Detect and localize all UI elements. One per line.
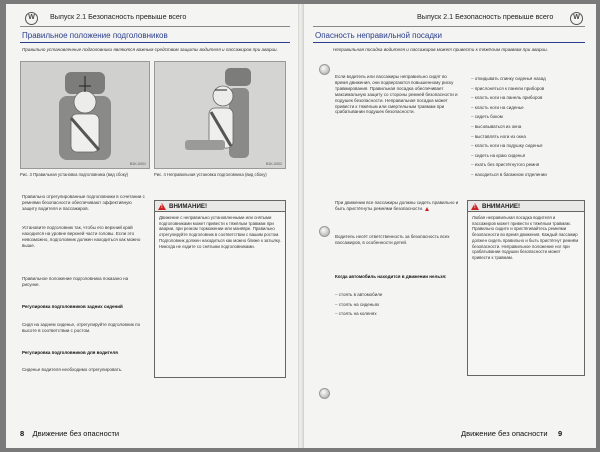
sub2-title: Регулировка подголовников для водителя bbox=[22, 350, 118, 355]
right-footer-text: Движение без опасности bbox=[461, 429, 548, 438]
figure-headrest-correct bbox=[20, 61, 150, 169]
right-body-para2: При движении все пассажиры должны сидеть правильно и быть пристёгнуты ремнями безопасности. bbox=[335, 200, 459, 211]
left-warning-box bbox=[154, 200, 286, 378]
list-item: – находиться в багажном отделении bbox=[471, 170, 547, 180]
binder-hole bbox=[319, 64, 330, 75]
right-warning-text: Любая неправильная посадка водителя и пассажиров может привести к тяжёлым травмам. Правильно сидите и пристёгивайтесь ремнями безопасности во время движения. Каждый пассажир должен сидеть правильно и быть пристёгнут ремнём безопасности. Неправильное положение ног при срабатывании подушки безопасности может привести к травмам. bbox=[472, 215, 579, 260]
left-body-para2: Установите подголовник так, чтобы его верхний край находился на уровне верхней части головы. Если это невозможно, подголовник должен находиться как можно выше. bbox=[22, 225, 141, 248]
binder-hole bbox=[319, 226, 330, 237]
list-item: – класть ноги на сиденье bbox=[471, 103, 547, 113]
right-page-number: 9 bbox=[558, 429, 563, 438]
left-warning-text: Движение с неправильно установленными или снятыми подголовниками может привести к тяжёлым травмам при аварии, при резком торможении или манёвре. Правильно отрегулируйте подголовник в соответствии с вашим ростом. Подголовник должен находиться как можно ближе к затылку. Никогда не ездите со снятыми подголовниками. bbox=[159, 215, 281, 249]
list-item: – стоять на сиденьях bbox=[335, 300, 382, 310]
sub2-block bbox=[22, 350, 146, 356]
right-body-para1: Если водитель или пассажиры неправильно сидят во время движения, они подвергаются повышенному риску травмирования. Правильная посадка обеспечивает максимальную защиту со стороны ремней безопасности и подушек безопасности. Неправильная посадка может привести к тяжёлым или смертельным травмам при срабатывании подушек безопасности. bbox=[335, 74, 458, 115]
figure1-code: B1K-0001 bbox=[130, 162, 146, 166]
header-rule bbox=[313, 26, 585, 27]
right-intro: Неправильная посадка водителя и пассажиров может привести к тяжёлым травмам при аварии. bbox=[333, 47, 548, 52]
right-sub-title: Когда автомобиль находится в движении нельзя: bbox=[335, 274, 447, 279]
left-page bbox=[6, 4, 301, 448]
left-intro: Правильно установленные подголовники являются важным средством защиты водителя и пассажиров при аварии. bbox=[22, 47, 278, 52]
left-footer-text: Движение без опасности bbox=[32, 429, 120, 438]
sub1-text: Сидя на заднем сиденье, отрегулируйте подголовник по высоте в соответствии с ростом. bbox=[22, 322, 141, 333]
binder-hole bbox=[319, 388, 330, 399]
manual-spread bbox=[6, 4, 596, 448]
left-body-para1: Правильно отрегулированные подголовники в сочетании с ремнями безопасности обеспечивают эффективную защиту водителя и пассажиров. bbox=[22, 194, 145, 211]
list-item: – откидывать спинку сиденья назад bbox=[471, 74, 547, 84]
list-item: – сидеть на краю сиденья bbox=[471, 151, 547, 161]
left-warning-label: ВНИМАНИЕ! bbox=[169, 203, 208, 210]
right-warning-box bbox=[467, 200, 585, 376]
warning-triangle-icon bbox=[158, 203, 166, 210]
right-page bbox=[301, 4, 596, 448]
list-item: – прислоняться к панели приборов bbox=[471, 84, 547, 94]
right-footer bbox=[461, 429, 562, 438]
section-rule bbox=[20, 42, 290, 43]
list-item: – выставлять ноги из окна bbox=[471, 132, 547, 142]
figure2-caption: Рис. 4 Неправильная установка подголовника (вид сбоку) bbox=[154, 172, 267, 177]
vw-logo-icon: W bbox=[25, 12, 38, 25]
left-header-title: Выпуск 2.1 Безопасность превыше всего bbox=[50, 12, 187, 21]
section-rule bbox=[313, 42, 585, 43]
left-section-title: Правильное положение подголовников bbox=[22, 31, 168, 40]
figure2-code: B1K-0002 bbox=[266, 162, 282, 166]
headrest-incorrect-illustration bbox=[155, 62, 286, 169]
header-rule bbox=[20, 26, 290, 27]
forbidden-list-left bbox=[335, 290, 382, 319]
warning-triangle-icon bbox=[471, 203, 479, 210]
list-item: – класть ноги на панель приборов bbox=[471, 93, 547, 103]
list-item: – стоять в автомобиле bbox=[335, 290, 382, 300]
figure1-caption: Рис. 3 Правильная установка подголовника (вид сбоку) bbox=[20, 172, 129, 177]
figure-headrest-incorrect bbox=[154, 61, 286, 169]
list-item: – сидеть боком bbox=[471, 112, 547, 122]
list-item: – ехать без пристёгнутого ремня bbox=[471, 160, 547, 170]
left-footer bbox=[20, 429, 119, 438]
right-body-para2-wrap bbox=[335, 200, 459, 212]
right-header-title: Выпуск 2.1 Безопасность превыше всего bbox=[417, 12, 554, 21]
headrest-correct-illustration bbox=[21, 62, 150, 169]
list-item: – класть ноги на подушку сиденья bbox=[471, 141, 547, 151]
right-warning-label: ВНИМАНИЕ! bbox=[482, 203, 521, 210]
left-header bbox=[6, 10, 301, 26]
sub1-block bbox=[22, 304, 146, 310]
left-body-para3: Правильное положение подголовника показано на рисунке. bbox=[22, 276, 129, 287]
sub1-title: Регулировка подголовников задних сидений bbox=[22, 304, 123, 309]
right-header bbox=[301, 10, 596, 26]
right-sub-title-wrap bbox=[335, 274, 459, 280]
right-body-para3: Водитель несёт ответственность за безопасность всех пассажиров, в особенности детей. bbox=[335, 234, 450, 245]
list-item: – стоять на коленях bbox=[335, 309, 382, 319]
warning-triangle-icon bbox=[425, 207, 429, 211]
forbidden-list-right bbox=[471, 74, 547, 180]
right-warning-header bbox=[468, 201, 584, 212]
vw-logo-icon: W bbox=[570, 12, 583, 25]
right-section-title: Опасность неправильной посадки bbox=[315, 31, 443, 40]
list-item: – высовываться из окна bbox=[471, 122, 547, 132]
left-page-number: 8 bbox=[20, 429, 25, 438]
left-warning-header bbox=[155, 201, 285, 212]
sub2-text: Сиденье водителя необходимо отрегулировать. bbox=[22, 367, 123, 372]
